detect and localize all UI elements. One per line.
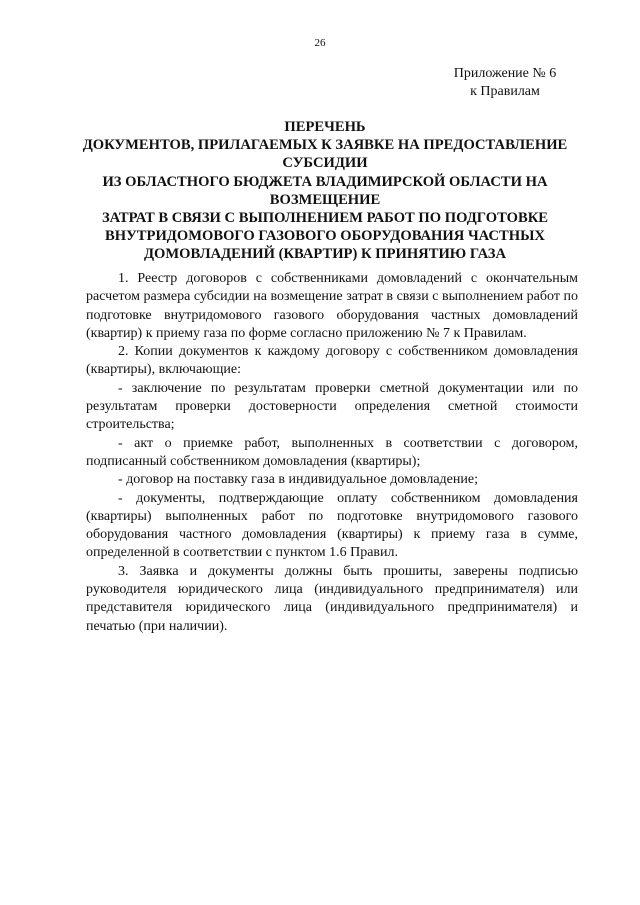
appendix-line-1: Приложение № 6 [453,66,557,81]
title-line-3: СУБСИДИИ [282,155,368,172]
title-line-6: ЗАТРАТ В СВЯЗИ С ВЫПОЛНЕНИЕМ РАБОТ ПО ПОДГОТОВКЕ [101,210,549,227]
title-line-5: ВОЗМЕЩЕНИЕ [269,191,381,208]
appendix-line-2: к Правилам [470,84,540,99]
title-line-8: ДОМОВЛАДЕНИЙ (КВАРТИР) К ПРИНЯТИЮ ГАЗА [144,246,506,263]
title-line-2: ДОКУМЕНТОВ, ПРИЛАГАЕМЫХ К ЗАЯВКЕ НА ПРЕДОСТАВЛЕНИЕ [82,137,568,154]
title-line-1: ПЕРЕЧЕНЬ [284,119,366,135]
title-line-4: ИЗ ОБЛАСТНОГО БЮДЖЕТА ВЛАДИМИРСКОЙ ОБЛАСТИ НА [102,173,548,190]
paragraph-3: 3. Заявка и документы должны быть прошиты, заверены подписью руководителя юридического лица (индивидуального предпринимателя) или представителя юридического лица (индивидуального предпринимателя) и печатью (при наличии). [86,563,578,634]
document-body [86,270,578,636]
page-number: 26 [314,37,326,49]
list-item-conclusion: - заключение по результатам проверки сметной документации или по результатам проверки достоверности определения сметной стоимости строительства; [86,380,578,433]
list-item-gas-contract: - договор на поставку газа в индивидуальное домовладение; [118,472,478,488]
appendix-reference [430,65,580,101]
document-title [72,118,578,264]
list-item-acceptance-act: - акт о приемке работ, выполненных в соответствии с договором, подписанный собственником домовладения (квартиры); [86,435,578,469]
paragraph-2: 2. Копии документов к каждому договору с собственником домовладения (квартиры), включающие: [86,344,578,378]
title-line-7: ВНУТРИДОМОВОГО ГАЗОВОГО ОБОРУДОВАНИЯ ЧАСТНЫХ [105,228,545,245]
list-item-payment-documents: - документы, подтверждающие оплату собственником домовладения (квартиры) выполненных работ по подготовке внутридомового газового оборудования частного домовладения (квартиры) к приему газа в сумме, определенной в соответствии с пунктом 1.6 Правил. [86,490,578,561]
paragraph-1: 1. Реестр договоров с собственниками домовладений с окончательным расчетом размера субсидии на возмещение затрат в связи с выполнением работ по подготовке внутридомового газового оборудования частных домовладений (квартир) к приему газа по форме согласно приложению № 7 к Правилам. [86,271,578,341]
